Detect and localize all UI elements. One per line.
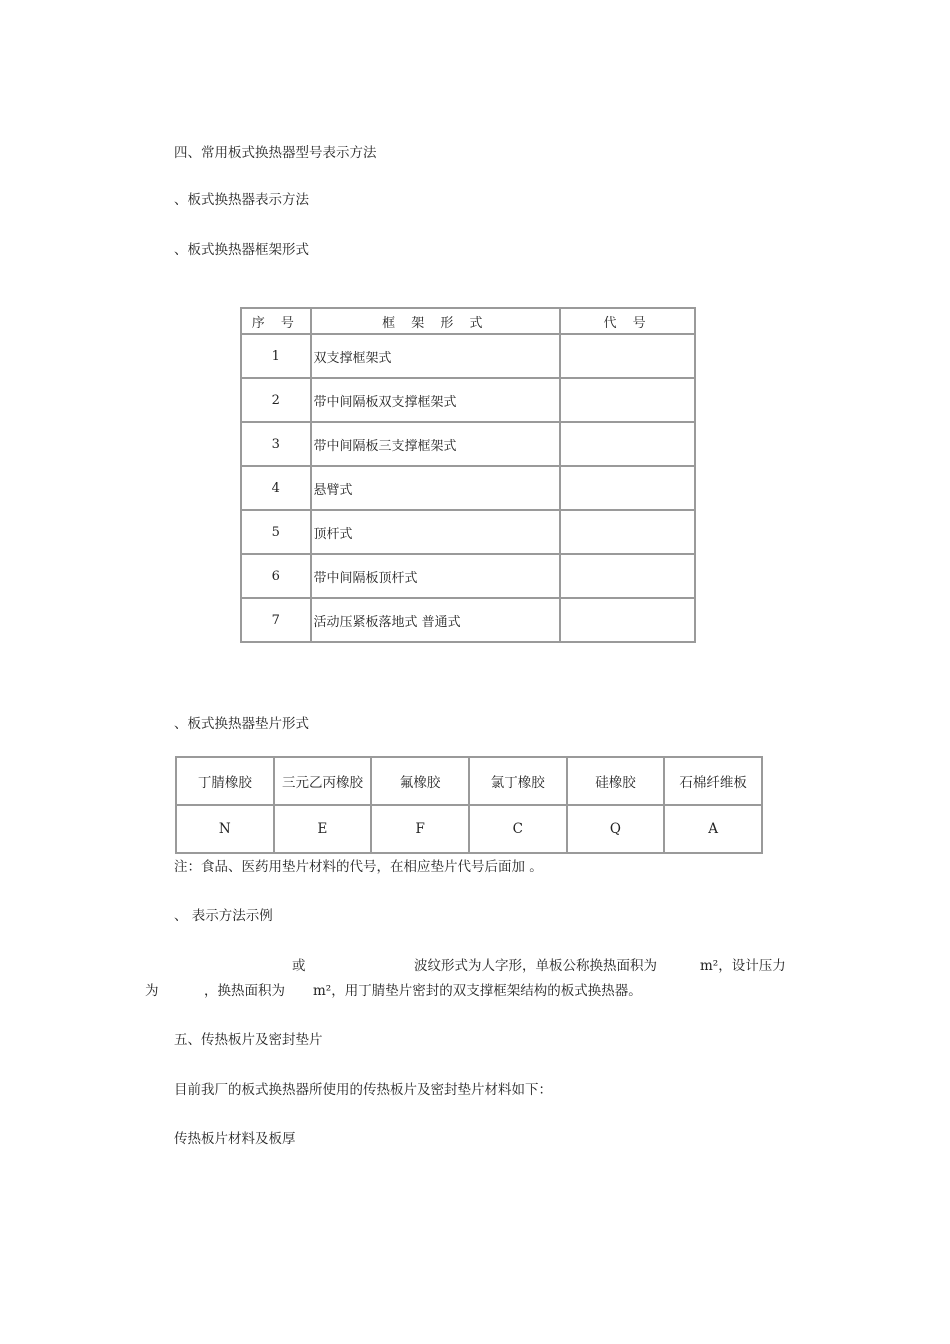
header-code: 代 号 — [560, 308, 695, 334]
row-code — [560, 466, 695, 510]
row-code — [560, 554, 695, 598]
row-code — [560, 510, 695, 554]
row-frame-name: 顶杆式 — [311, 510, 561, 554]
row-frame-name: 活动压紧板落地式 普通式 — [311, 598, 561, 642]
table-row — [241, 466, 695, 510]
row-frame-name: 双支撑框架式 — [311, 334, 561, 378]
gasket-material: 氟橡胶 — [371, 757, 469, 805]
gasket-code: C — [469, 805, 567, 853]
intro-paragraph: 目前我厂的板式换热器所使用的传热板片及密封垫片材料如下： — [174, 1082, 552, 1098]
gasket-code-row — [176, 805, 762, 853]
gasket-material: 硅橡胶 — [567, 757, 665, 805]
example-text-1: 波纹形式为人字形，单板公称换热面积为 — [414, 958, 657, 974]
subheading-gasket-types: 、板式换热器垫片形式 — [174, 716, 309, 732]
table-row — [241, 510, 695, 554]
row-no: 1 — [241, 334, 311, 378]
gasket-material: 氯丁橡胶 — [469, 757, 567, 805]
gasket-code: F — [371, 805, 469, 853]
example-unit-1: m²，设计压力 — [700, 958, 786, 974]
gasket-code: E — [274, 805, 372, 853]
section-heading-4: 四、常用板式换热器型号表示方法 — [174, 145, 377, 161]
header-no: 序 号 — [241, 308, 311, 334]
example-text-3: m²，用丁腈垫片密封的双支撑框架结构的板式换热器。 — [313, 983, 642, 999]
example-text-2: ，换热面积为 — [204, 983, 285, 999]
row-no: 2 — [241, 378, 311, 422]
row-frame-name: 带中间隔板顶杆式 — [311, 554, 561, 598]
row-code — [560, 422, 695, 466]
row-code — [560, 598, 695, 642]
subheading-example: 、 表示方法示例 — [174, 908, 273, 924]
table-header-row — [241, 308, 695, 334]
frame-type-table — [240, 307, 696, 643]
gasket-code: A — [664, 805, 762, 853]
row-no: 5 — [241, 510, 311, 554]
gasket-material: 石棉纤维板 — [664, 757, 762, 805]
row-code — [560, 334, 695, 378]
row-frame-name: 带中间隔板双支撑框架式 — [311, 378, 561, 422]
table-row — [241, 378, 695, 422]
gasket-material: 丁腈橡胶 — [176, 757, 274, 805]
row-no: 6 — [241, 554, 311, 598]
gasket-table — [175, 756, 763, 854]
gasket-code: Q — [567, 805, 665, 853]
table-row — [241, 598, 695, 642]
section-heading-5: 五、传热板片及密封垫片 — [174, 1032, 323, 1048]
gasket-material: 三元乙丙橡胶 — [274, 757, 372, 805]
table-row — [241, 334, 695, 378]
table-row — [241, 422, 695, 466]
example-wei: 为 — [145, 983, 159, 999]
gasket-code: N — [176, 805, 274, 853]
row-frame-name: 带中间隔板三支撑框架式 — [311, 422, 561, 466]
subheading-frame-types: 、板式换热器框架形式 — [174, 242, 309, 258]
example-or: 或 — [292, 958, 306, 974]
subheading-representation: 、板式换热器表示方法 — [174, 192, 309, 208]
header-frame-type: 框 架 形 式 — [311, 308, 561, 334]
gasket-material-row — [176, 757, 762, 805]
subheading-plate-material: 传热板片材料及板厚 — [174, 1131, 296, 1147]
row-no: 4 — [241, 466, 311, 510]
table-row — [241, 554, 695, 598]
row-no: 7 — [241, 598, 311, 642]
row-no: 3 — [241, 422, 311, 466]
gasket-note: 注：食品、医药用垫片材料的代号，在相应垫片代号后面加 。 — [174, 859, 543, 875]
row-code — [560, 378, 695, 422]
row-frame-name: 悬臂式 — [311, 466, 561, 510]
